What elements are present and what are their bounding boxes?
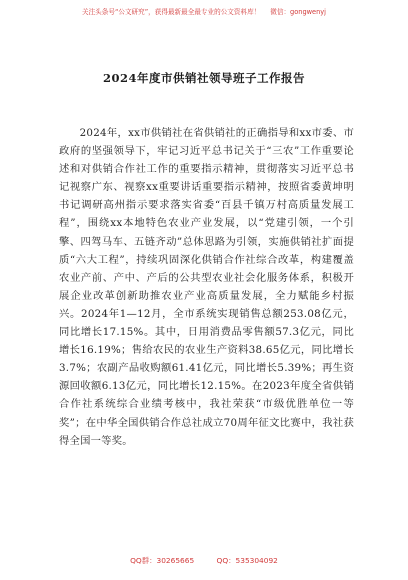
document-title: 2024年度市供销社领导班子工作报告 <box>102 71 305 85</box>
banner-wechat-text: 微信：gongwenyj <box>270 8 326 16</box>
body-paragraph: 2024年，xx市供销社在省供销社的正确指导和xx市委、市政府的坚强领导下，牢记习近平总书记关于“三农”工作重要论述和对供销合作社工作的重要指示精神，贯彻落实习近平总书记视察广东、视察xx重要讲话重要指示精神，按照省委黄坤明书记调研高州指示要求落实省委“百县千镇万村高质量发展工程”，围绕xx本地特色农业产业发展，以“党建引领，一个引擎、四驾马车、五链齐动”总体思路为引领，实施供销社扩面提质“六大工程”，持续巩固深化供销合作社综合改革，构建覆盖农业产前、产中、产后的公共型农业社会化服务体系，积极开展企业改革创新助推农业产业高质量发展，全力赋能乡村振兴。2024年1—12月，全市系统实现销售总额253.08亿元，同比增长17.15%。其中，日用消费品零售额57.3亿元，同比增长16.19%；售给农民的农业生产资料38.65亿元，同比增长3.7%；农副产品收购额61.41亿元，同比增长5.39%；再生资源回收额6.13亿元，同比增长12.15%。在2023年度全省供销合作社系统综合业绩考核中，我社荣获“市级优胜单位一等奖”；在中华全国供销合作总社成立70周年征文比赛中，我社获得全国一等奖。 <box>59 127 354 447</box>
bottom-footer <box>0 555 408 566</box>
footer-qq-group: QQ群：30265665 <box>130 556 195 565</box>
footer-qq-number: QQ：535304092 <box>216 556 278 565</box>
banner-promo-text: 关注头条号“公文研究”，获得最新最全最专业的公文资料库！ <box>81 8 261 16</box>
top-banner <box>0 0 408 22</box>
